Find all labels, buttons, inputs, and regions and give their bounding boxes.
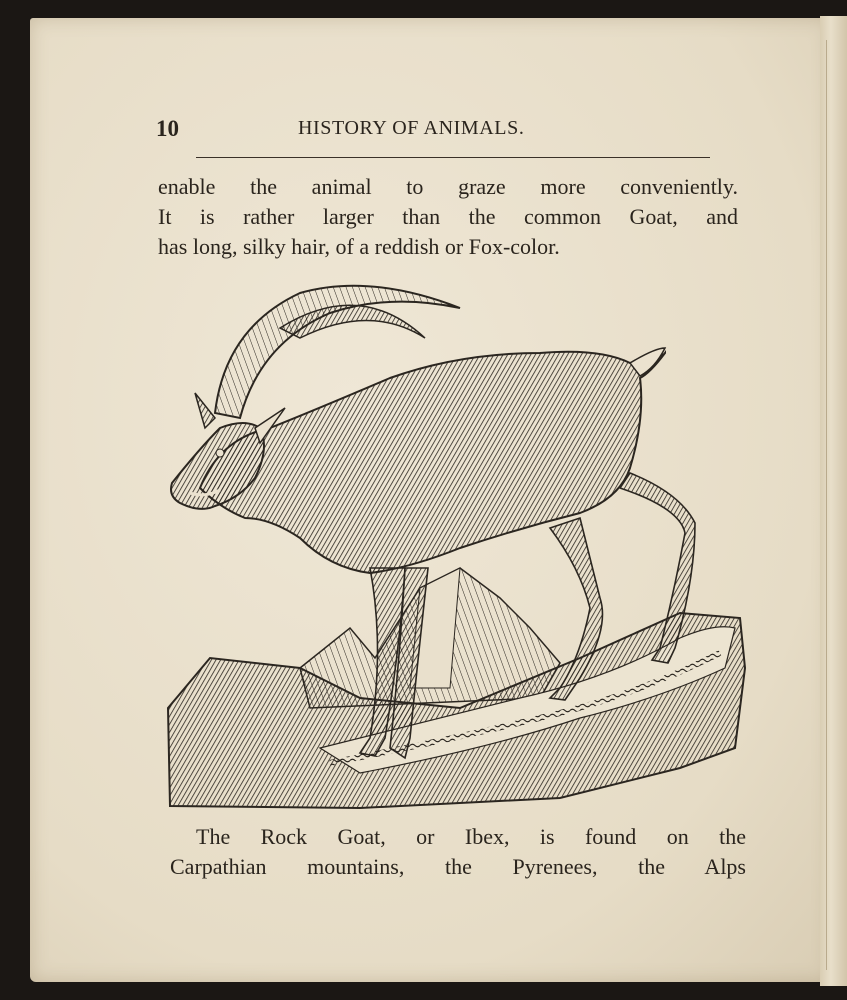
ibex-illustration — [160, 268, 750, 813]
page-edge — [820, 16, 847, 986]
running-title: HISTORY OF ANIMALS. — [298, 117, 525, 139]
text-line: Carpathian mountains, the Pyrenees, the Alps — [170, 854, 746, 879]
header-rule — [196, 157, 710, 158]
text-line: has long, silky hair, of a reddish or Fox-color. — [158, 234, 560, 259]
top-paragraph — [158, 172, 738, 262]
page-fold-line — [826, 40, 827, 970]
text-line: It is rather larger than the common Goat, and — [158, 204, 738, 229]
text-line: The Rock Goat, or Ibex, is found on the — [196, 824, 746, 849]
page-number: 10 — [156, 116, 179, 141]
text-line: enable the animal to graze more conveniently. — [158, 174, 738, 199]
bottom-paragraph — [170, 822, 746, 882]
